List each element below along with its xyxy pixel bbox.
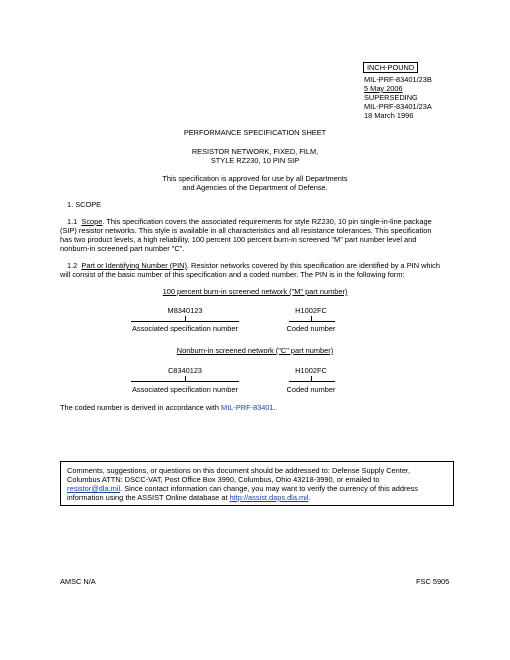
mil-prf-link[interactable]: MIL-PRF-83401 (221, 403, 274, 412)
pin-c-heading: Nonburn-in screened network ("C" part number) (176, 346, 334, 355)
pin-number: 1.2 (67, 261, 78, 270)
scope-line-2: (SIP) resistor networks. This style is available in all characteristics and all resistance tolerances. This specification (60, 226, 432, 235)
coded-note (60, 403, 276, 412)
sheet-title: PERFORMANCE SPECIFICATION SHEET (183, 128, 327, 137)
scope-line-4: nonburn-in screened part number "C". (60, 244, 185, 253)
comments-line-4-pre: information using the ASSIST Online database at (67, 493, 230, 502)
comments-box (60, 461, 454, 506)
scope-heading: 1. SCOPE (67, 200, 102, 209)
pin-line-1: . Resistor networks covered by this specification are identified by a PIN which (186, 261, 440, 270)
scope-paragraph (60, 217, 452, 226)
doc-date: 5 May 2006 (364, 84, 403, 93)
approval-line-2: and Agencies of the Department of Defense. (182, 183, 328, 192)
scope-title: Scope (81, 217, 103, 226)
pin-c-spec-label: Associated specification number (132, 385, 238, 394)
scope-line-1: . This specification covers the associated requirements for style RZ230, 10 pin single-in-line package (102, 217, 432, 226)
comments-line-4 (67, 493, 449, 502)
title-line-1: RESISTOR NETWORK, FIXED, FILM, (191, 147, 319, 156)
superseding-label: SUPERSEDING (364, 93, 418, 102)
title-line-2: STYLE RZ230, 10 PIN SIP (210, 156, 300, 165)
comments-line-3-rest: . Since contact information can change, you may want to verify the currency of this address (120, 484, 418, 493)
amsc-label: AMSC N/A (60, 577, 96, 586)
comments-line-2: Columbus ATTN: DSCC-VAT, Post Office Box 3990, Columbus, Ohio 43218-3990, or emailed to (67, 475, 380, 484)
pin-m-coded-rule (289, 321, 335, 322)
pin-c-spec-rule (131, 381, 239, 382)
pin-c-coded-rule (289, 381, 335, 382)
pin-m-spec-rule (131, 321, 239, 322)
pin-m-coded-number: H1002FC (295, 306, 327, 315)
pin-c-coded-number: H1002FC (295, 366, 327, 375)
pin-paragraph (60, 261, 452, 270)
approval-line-1: This specification is approved for use by all Departments (162, 174, 348, 183)
pin-m-spec-number: M8340123 (167, 306, 203, 315)
pin-title: Part or Identifying Number (PIN) (81, 261, 187, 270)
inch-pound-label: INCH-POUND (363, 62, 418, 73)
email-link[interactable]: resistor@dla.mil (67, 484, 121, 493)
pin-c-spec-number: C8340123 (167, 366, 203, 375)
pin-m-spec-label: Associated specification number (132, 324, 238, 333)
scope-number: 1.1 (67, 217, 78, 226)
superseded-date: 18 March 1996 (364, 111, 414, 120)
superseded-number: MIL-PRF-83401/23A (364, 102, 432, 111)
coded-note-end: . (273, 403, 276, 412)
document-header (364, 75, 494, 120)
fsc-label: FSC 5905 (416, 577, 450, 586)
pin-c-coded-label: Coded number (286, 385, 336, 394)
doc-number: MIL-PRF-83401/23B (364, 75, 432, 84)
coded-note-text: The coded number is derived in accordance with (60, 403, 222, 412)
comments-line-1: Comments, suggestions, or questions on this document should be addressed to: Defense Supply Center, (67, 466, 411, 475)
comments-line-3 (67, 484, 449, 493)
pin-line-2: will consist of the basic number of this specification and a coded number. The PIN is in the following form: (60, 270, 405, 279)
pin-m-heading: 100 percent burn-in screened network ("M" part number) (162, 287, 348, 296)
scope-line-3: has two product levels, a high reliability, 100 percent 100 percent burn-in screened "M" part number level and (60, 235, 417, 244)
pin-m-coded-label: Coded number (286, 324, 336, 333)
comments-line-4-end: . (308, 493, 311, 502)
assist-link[interactable]: http://assist.daps.dla.mil (229, 493, 309, 502)
